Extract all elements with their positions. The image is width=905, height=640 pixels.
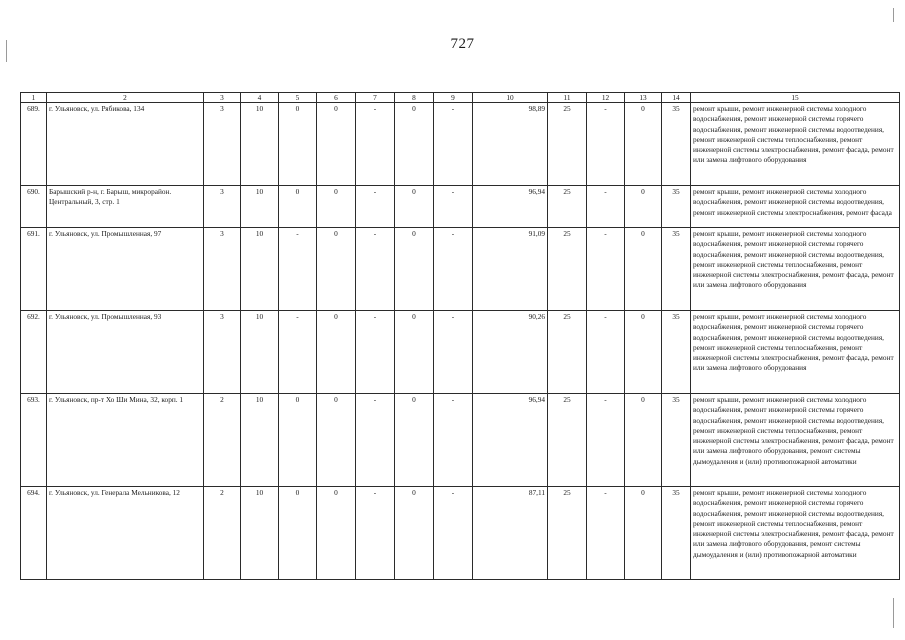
- value-cell: -: [587, 311, 625, 394]
- value-cell: 0: [395, 228, 434, 311]
- works-list-cell: ремонт крыши, ремонт инженерной системы холодного водоснабжения, ремонт инженерной системы горячего водоснабжения, ремонт инженерной системы водоотведения, ремонт инженерной системы теплоснабжения, ремонт инженерной системы электроснабжения, ремонт фасада, ремонт или замена лифтового оборудования, ремонт системы дымоудаления и (или) противопожарной автоматики: [691, 394, 900, 487]
- value-cell: 0: [625, 487, 662, 580]
- column-number: 6: [317, 93, 356, 103]
- value-cell: 0: [395, 487, 434, 580]
- value-cell: 25: [548, 394, 587, 487]
- value-cell: 0: [279, 487, 317, 580]
- value-cell: 3: [204, 186, 241, 228]
- value-cell: 25: [548, 228, 587, 311]
- value-cell: -: [356, 186, 395, 228]
- column-number: 12: [587, 93, 625, 103]
- page-number: 727: [450, 36, 475, 52]
- value-cell: -: [587, 103, 625, 186]
- value-cell: -: [587, 186, 625, 228]
- column-number: 7: [356, 93, 395, 103]
- value-cell: 0: [625, 311, 662, 394]
- value-cell: -: [356, 228, 395, 311]
- value-cell: 3: [204, 228, 241, 311]
- value-cell: 0: [317, 186, 356, 228]
- table-row: [21, 186, 900, 228]
- value-cell: 25: [548, 103, 587, 186]
- value-cell: -: [279, 228, 317, 311]
- value-cell: 25: [548, 311, 587, 394]
- address-cell: г. Ульяновск, ул. Генерала Мельникова, 12: [47, 487, 204, 580]
- value-cell: 0: [279, 394, 317, 487]
- address-cell: г. Ульяновск, пр-т Хо Ши Мина, 32, корп. 1: [47, 394, 204, 487]
- value-cell: 2: [204, 394, 241, 487]
- value-cell: -: [356, 311, 395, 394]
- value-cell: 0: [317, 311, 356, 394]
- table-row: [21, 228, 900, 311]
- value-cell: 2: [204, 487, 241, 580]
- table-row: [21, 394, 900, 487]
- column-number-row: [21, 93, 900, 103]
- column-number: 11: [548, 93, 587, 103]
- value-cell: 25: [548, 186, 587, 228]
- value-cell: 0: [625, 228, 662, 311]
- value-cell: 10: [241, 394, 279, 487]
- scan-mark-bottom-right: [893, 598, 894, 628]
- value-cell: 35: [662, 394, 691, 487]
- row-number: 689.: [21, 103, 47, 186]
- value-cell: 25: [548, 487, 587, 580]
- value-cell: 10: [241, 186, 279, 228]
- scan-mark-top-right: [893, 8, 894, 22]
- value-cell: 0: [625, 186, 662, 228]
- value-cell: -: [434, 394, 473, 487]
- row-number: 692.: [21, 311, 47, 394]
- value-cell: 0: [625, 103, 662, 186]
- works-list-cell: ремонт крыши, ремонт инженерной системы холодного водоснабжения, ремонт инженерной системы водоотведения, ремонт инженерной системы электроснабжения, ремонт фасада: [691, 186, 900, 228]
- column-number: 14: [662, 93, 691, 103]
- value-cell: 0: [317, 487, 356, 580]
- column-number: 3: [204, 93, 241, 103]
- table-row: [21, 103, 900, 186]
- value-cell: 96,94: [473, 186, 548, 228]
- value-cell: 87,11: [473, 487, 548, 580]
- value-cell: -: [434, 103, 473, 186]
- value-cell: 0: [625, 394, 662, 487]
- value-cell: 90,26: [473, 311, 548, 394]
- value-cell: 10: [241, 487, 279, 580]
- column-number: 10: [473, 93, 548, 103]
- value-cell: 10: [241, 228, 279, 311]
- value-cell: -: [434, 228, 473, 311]
- table-row: [21, 487, 900, 580]
- value-cell: -: [279, 311, 317, 394]
- works-list-cell: ремонт крыши, ремонт инженерной системы холодного водоснабжения, ремонт инженерной системы горячего водоснабжения, ремонт инженерной системы водоотведения, ремонт инженерной системы теплоснабжения, ремонт инженерной системы электроснабжения, ремонт фасада, ремонт или замена лифтового оборудования: [691, 228, 900, 311]
- address-cell: г. Ульяновск, ул. Рябикова, 134: [47, 103, 204, 186]
- value-cell: 96,94: [473, 394, 548, 487]
- value-cell: 3: [204, 311, 241, 394]
- value-cell: -: [356, 394, 395, 487]
- value-cell: 3: [204, 103, 241, 186]
- value-cell: 0: [395, 103, 434, 186]
- value-cell: 91,09: [473, 228, 548, 311]
- value-cell: 0: [317, 394, 356, 487]
- value-cell: 0: [395, 394, 434, 487]
- column-number: 4: [241, 93, 279, 103]
- column-number: 1: [21, 93, 47, 103]
- value-cell: -: [356, 487, 395, 580]
- column-number: 8: [395, 93, 434, 103]
- address-cell: Барышский р-н, г. Барыш, микрорайон. Центральный, 3, стр. 1: [47, 186, 204, 228]
- row-number: 693.: [21, 394, 47, 487]
- row-number: 691.: [21, 228, 47, 311]
- works-list-cell: ремонт крыши, ремонт инженерной системы холодного водоснабжения, ремонт инженерной системы горячего водоснабжения, ремонт инженерной системы водоотведения, ремонт инженерной системы теплоснабжения, ремонт инженерной системы электроснабжения, ремонт фасада, ремонт или замена лифтового оборудования: [691, 103, 900, 186]
- value-cell: 98,89: [473, 103, 548, 186]
- table-row: [21, 311, 900, 394]
- works-list-cell: ремонт крыши, ремонт инженерной системы холодного водоснабжения, ремонт инженерной системы горячего водоснабжения, ремонт инженерной системы водоотведения, ремонт инженерной системы теплоснабжения, ремонт инженерной системы электроснабжения, ремонт фасада, ремонт или замена лифтового оборудования: [691, 311, 900, 394]
- value-cell: -: [434, 186, 473, 228]
- works-table: [20, 92, 900, 580]
- column-number: 2: [47, 93, 204, 103]
- value-cell: 0: [317, 228, 356, 311]
- value-cell: 35: [662, 228, 691, 311]
- value-cell: -: [434, 487, 473, 580]
- value-cell: -: [434, 311, 473, 394]
- value-cell: 0: [279, 186, 317, 228]
- column-number: 9: [434, 93, 473, 103]
- value-cell: 10: [241, 311, 279, 394]
- value-cell: 35: [662, 311, 691, 394]
- value-cell: -: [587, 228, 625, 311]
- value-cell: 35: [662, 186, 691, 228]
- value-cell: 0: [317, 103, 356, 186]
- address-cell: г. Ульяновск, ул. Промышленная, 93: [47, 311, 204, 394]
- value-cell: -: [587, 487, 625, 580]
- column-number: 15: [691, 93, 900, 103]
- value-cell: -: [587, 394, 625, 487]
- value-cell: 0: [279, 103, 317, 186]
- value-cell: -: [356, 103, 395, 186]
- row-number: 694.: [21, 487, 47, 580]
- row-number: 690.: [21, 186, 47, 228]
- column-number: 5: [279, 93, 317, 103]
- value-cell: 0: [395, 311, 434, 394]
- works-list-cell: ремонт крыши, ремонт инженерной системы холодного водоснабжения, ремонт инженерной системы горячего водоснабжения, ремонт инженерной системы водоотведения, ремонт инженерной системы теплоснабжения, ремонт инженерной системы электроснабжения, ремонт фасада, ремонт или замена лифтового оборудования, ремонт системы дымоудаления и (или) противопожарной автоматики: [691, 487, 900, 580]
- value-cell: 35: [662, 103, 691, 186]
- value-cell: 10: [241, 103, 279, 186]
- column-number: 13: [625, 93, 662, 103]
- value-cell: 0: [395, 186, 434, 228]
- value-cell: 35: [662, 487, 691, 580]
- address-cell: г. Ульяновск, ул. Промышленная, 97: [47, 228, 204, 311]
